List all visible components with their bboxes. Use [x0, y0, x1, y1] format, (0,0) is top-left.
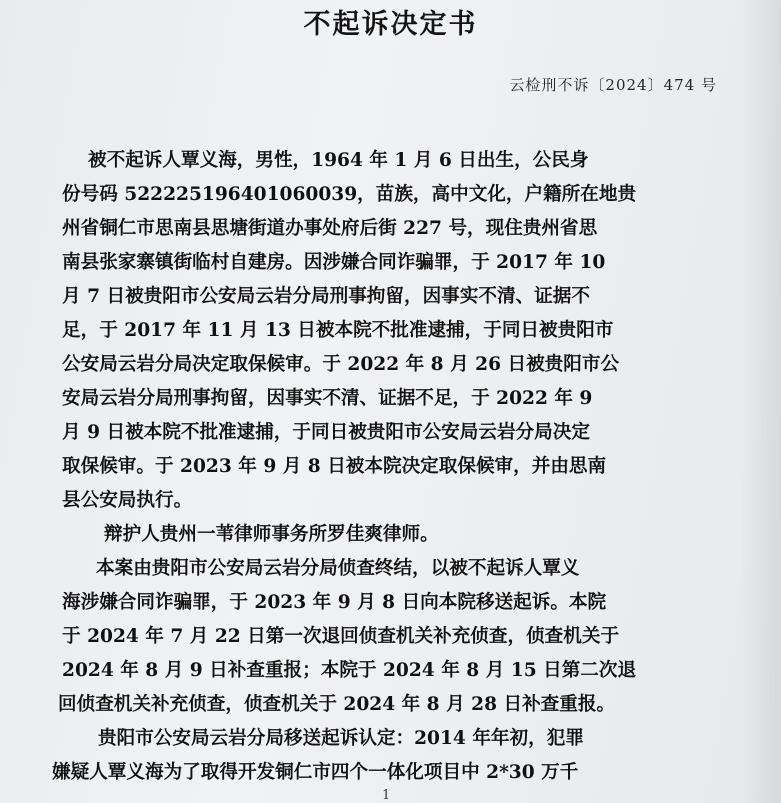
body-line: 被不起诉人覃义海，男性，1964 年 1 月 6 日出生，公民身: [88, 150, 589, 171]
body-line: 公安局云岩分局决定取保候审。于 2022 年 8 月 26 日被贵阳市公: [62, 354, 620, 375]
body-line: 安局云岩分局刑事拘留，因事实不清、证据不足，于 2022 年 9: [62, 388, 593, 409]
body-line: 州省铜仁市思南县思塘街道办事处府后街 227 号，现住贵州省思: [62, 218, 598, 239]
body-line: 本案由贵阳市公安局云岩分局侦查终结，以被不起诉人覃义: [96, 558, 580, 579]
body-line: 于 2024 年 7 月 22 日第一次退回侦查机关补充侦查，侦查机关于: [62, 626, 620, 647]
body-line: 月 9 日被本院不批准逮捕，于同日被贵阳市公安局云岩分局决定: [62, 422, 590, 443]
body-line: 县公安局执行。: [62, 490, 193, 511]
body-line: 辩护人贵州一苇律师事务所罗佳爽律师。: [104, 524, 439, 545]
page-shadow: [741, 0, 781, 803]
body-line: 月 7 日被贵阳市公安局云岩分局刑事拘留，因事实不清、证据不: [62, 286, 590, 307]
body-line: 足，于 2017 年 11 月 13 日被本院不批准逮捕，于同日被贵阳市: [62, 320, 614, 341]
page-number: 1: [382, 788, 391, 803]
body-line: 嫌疑人覃义海为了取得开发铜仁市四个一体化项目中 2*30 万千: [52, 762, 579, 783]
body-line: 贵阳市公安局云岩分局移送起诉认定：2014 年年初，犯罪: [98, 728, 584, 749]
body-line: 2024 年 8 月 9 日补查重报；本院于 2024 年 8 月 15 日第二次退: [62, 660, 637, 681]
body-line: 回侦查机关补充侦查，侦查机关于 2024 年 8 月 28 日补查重报。: [58, 694, 616, 715]
document-number: 云检刑不诉〔2024〕474 号: [509, 76, 717, 94]
document-title: 不起诉决定书: [303, 9, 478, 40]
body-line: 南县张家寨镇街临村自建房。因涉嫌合同诈骗罪，于 2017 年 10: [62, 252, 606, 273]
body-line: 取保候审。于 2023 年 9 月 8 日被本院决定取保候审，并由思南: [62, 456, 607, 477]
body-line: 份号码 522225196401060039，苗族，高中文化，户籍所在地贵: [62, 184, 637, 205]
body-line: 海涉嫌合同诈骗罪，于 2023 年 9 月 8 日向本院移送起诉。本院: [62, 592, 607, 613]
